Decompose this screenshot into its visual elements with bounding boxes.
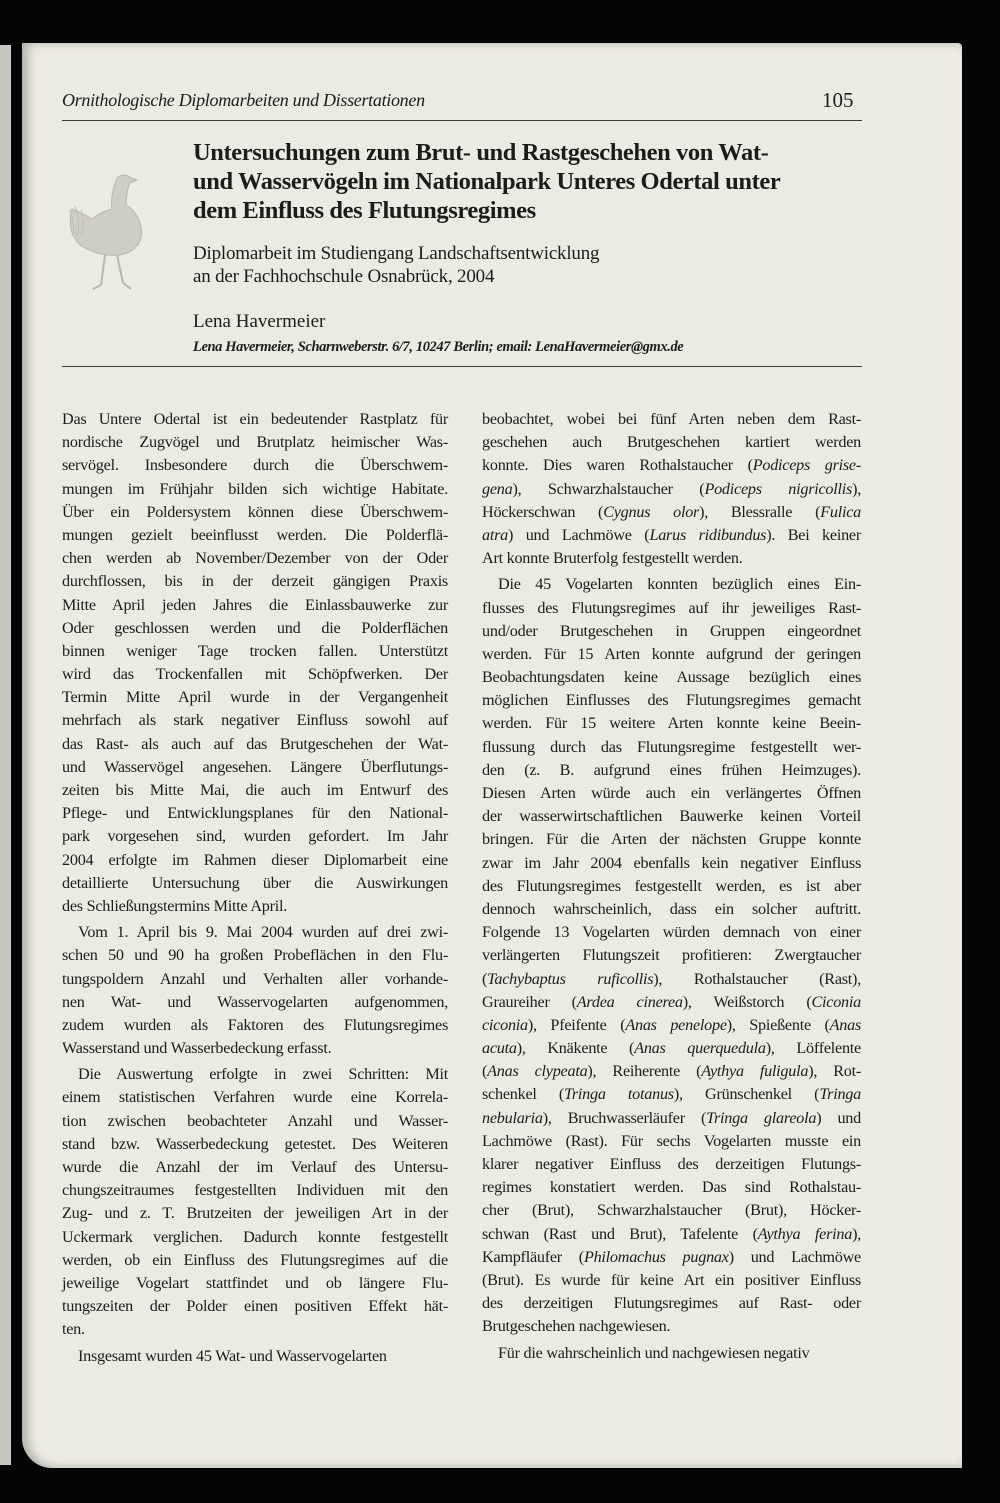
paragraph	[62, 1063, 448, 1341]
text-segment: ) und Lachmöwe	[728, 1247, 861, 1266]
text-line: 2004 erfolgte im Rahmen dieser Diplomarbeit eine	[62, 850, 448, 869]
text-line: zudem wurden als Faktoren des Flutungsregimes	[62, 1015, 448, 1034]
article-title	[193, 138, 853, 225]
title-block-rule	[62, 366, 862, 367]
text-line: mehrfach als stark negativer Einfluss sowohl auf	[62, 711, 448, 730]
text-line: Lachmöwe (Rast). Für sechs Vogelarten musste ein	[482, 1131, 861, 1150]
species-name: Tringa totanus	[564, 1085, 674, 1104]
text-line: Art konnte Bruterfolg festgestellt werden.	[482, 549, 743, 568]
text-segment: ), Rot-	[808, 1062, 861, 1081]
text-segment: ) und Lachmöwe (	[508, 525, 650, 544]
running-title: Ornithologische Diplomarbeiten und Dissertationen	[62, 90, 425, 110]
text-line: Oder geschlossen werden und die Polderflächen	[62, 618, 448, 637]
text-line	[482, 1014, 861, 1037]
text-line: detaillierte Untersuchung über die Auswirkungen	[62, 873, 448, 892]
text-line: werden, ob ein Einfluss des Flutungsregimes auf die	[62, 1250, 448, 1269]
page-number: 105	[822, 88, 854, 112]
text-line: klarer negativer Einfluss des derzeitigen Flutungs-	[482, 1155, 861, 1173]
species-name: gena	[482, 479, 513, 498]
text-segment: Graureiher (	[482, 992, 577, 1011]
text-line	[482, 1107, 861, 1130]
text-line: Zug- und z. T. Brutzeiten der jeweiligen Art in der	[62, 1204, 448, 1223]
text-line: verlängerten Flutungszeit profitieren: Zwergtaucher	[482, 946, 861, 965]
text-line	[482, 524, 861, 547]
text-line: nen Wat- und Wasservogelarten aufgenommen,	[62, 992, 448, 1011]
text-line: werden. Für 15 Arten konnte aufgrund der geringen	[482, 644, 861, 663]
paragraph	[482, 408, 861, 570]
text-line: Die Auswertung erfolgte in zwei Schritten: Mit	[78, 1065, 448, 1084]
text-segment: konnte. Dies waren Rothalstaucher (	[482, 456, 753, 475]
text-line	[482, 968, 861, 991]
text-line: tungszeiten der Polder einen positiven Effekt hät-	[62, 1297, 448, 1316]
text-line: Insgesamt wurden 45 Wat- und Wasservogelarten	[78, 1346, 387, 1365]
text-segment: ), Reiherente (	[587, 1062, 702, 1081]
title-line: Untersuchungen zum Brut- und Rastgeschehen von Wat-	[193, 139, 769, 166]
text-line: das Rast- als auch auf das Brutgeschehen der Wat-	[62, 734, 448, 753]
text-segment: Kampfläufer (	[482, 1247, 584, 1266]
text-line: einem statistischen Verfahren wurde eine Korrela-	[62, 1088, 448, 1107]
species-name: Anas querquedula	[634, 1039, 766, 1058]
text-line: und/oder Brutgeschehen in Gruppen eingeordnet	[482, 621, 861, 640]
text-segment: ) und	[816, 1108, 861, 1127]
text-line: flusses des Flutungsregimes auf ihr jeweiliges Rast-	[482, 598, 861, 617]
text-line: jeweilige Vogelart stattfindet und ob längere Flu-	[62, 1273, 448, 1292]
text-line	[482, 1223, 861, 1246]
text-line: möglichen Einflusses des Flutungsregimes gemacht	[482, 691, 861, 710]
text-line: Das Untere Odertal ist ein bedeutender Rastplatz für	[62, 410, 448, 428]
species-name: Aythya ferina	[757, 1224, 853, 1243]
text-segment: ),	[852, 1224, 861, 1243]
text-line: werden. Für 15 weitere Arten konnte keine Beein-	[482, 714, 861, 733]
species-name: Philomachus pugnax	[583, 1247, 729, 1266]
species-name: Fulica	[820, 502, 861, 521]
text-line: chungszeitraumes festgestellten Individuen mit den	[62, 1181, 448, 1200]
text-line	[482, 478, 861, 501]
text-line: cher (Brut), Schwarzhalstaucher (Brut), Höcker-	[482, 1201, 861, 1220]
text-line: mungen gezielt beeinflusst werden. Die Polderflä-	[62, 525, 448, 544]
text-line: zeiten bis Mitte Mai, die auch im Entwurf des	[62, 781, 448, 799]
text-line: wird das Trockenfallen mit Schöpfwerken. Der	[62, 665, 448, 684]
title-line: dem Einfluss des Flutungsregimes	[193, 197, 536, 224]
text-line: Termin Mitte April wurde in der Vergangenheit	[62, 688, 448, 707]
text-segment: ), Löffelente	[765, 1039, 861, 1058]
text-line: servögel. Insbesondere durch die Überschwem-	[62, 456, 448, 475]
article-subtitle	[193, 242, 599, 288]
text-line: der wasserwirtschaftlichen Bauwerke keinen Vorteil	[482, 807, 861, 826]
text-line: mungen im Frühjahr bilden sich wichtige Habitate.	[62, 479, 448, 498]
author-address: Lena Havermeier, Scharnweberstr. 6/7, 10247 Berlin; email: LenaHavermeier@gmx.de	[193, 339, 684, 355]
title-line: und Wasservögeln im Nationalpark Unteres Odertal unter	[193, 168, 781, 195]
text-line: chen werden ab November/Dezember von der Oder	[62, 549, 448, 568]
text-line: regimes konstatiert werden. Das sind Rothalstau-	[482, 1178, 861, 1197]
text-line: des Schließungstermins Mitte April.	[62, 896, 288, 915]
text-line: nordische Zugvögel und Brutplatz heimischer Was-	[62, 433, 448, 452]
species-name: Larus ridibundus	[649, 525, 767, 544]
text-line: stand bzw. Wasserbedeckung getestet. Des Weiteren	[62, 1134, 448, 1153]
text-line: tion zwischen beobachteter Anzahl und Wasser-	[62, 1111, 448, 1130]
paragraph	[62, 921, 448, 1060]
text-line: Mitte April jeden Jahres die Einlassbauwerke zur	[62, 595, 448, 614]
text-segment: (	[482, 1062, 488, 1081]
text-line: Wasserstand und Wasserbedeckung erfasst.	[62, 1039, 332, 1058]
text-segment: schwan (Rast und Brut), Tafelente (	[482, 1224, 758, 1243]
text-segment: ). Bei keiner	[766, 525, 861, 544]
subtitle-line: Diplomarbeit im Studiengang Landschaftsentwicklung	[193, 243, 600, 264]
species-name: acuta	[482, 1039, 517, 1058]
text-segment: ), Bruchwasserläufer (	[542, 1108, 707, 1127]
body-column-left	[62, 408, 448, 1371]
text-line	[482, 1060, 861, 1083]
text-segment: ), Weißstorch (	[682, 992, 812, 1011]
text-line: den (z. B. aufgrund eines frühen Heimzuges).	[482, 760, 861, 779]
species-name: Podiceps nigricollis	[704, 479, 853, 498]
text-segment: (	[482, 969, 488, 988]
text-segment: ), Pfeifente (	[527, 1015, 626, 1034]
text-line: des derzeitigen Flutungsregimes auf Rast- oder	[482, 1294, 861, 1313]
species-name: Tringa	[819, 1085, 861, 1104]
species-name: Podiceps grise-	[752, 456, 861, 475]
text-line: Für die wahrscheinlich und nachgewiesen negativ	[498, 1343, 810, 1362]
text-line: Pflege- und Entwicklungsplanes für den National-	[62, 804, 448, 823]
text-line: (Brut). Es wurde für keine Art ein positiver Einfluss	[482, 1270, 861, 1289]
text-line: ten.	[62, 1320, 85, 1339]
paragraph	[62, 408, 448, 918]
text-line: Beobachtungsdaten keine Aussage bezüglich eines	[482, 668, 861, 687]
subtitle-line: an der Fachhochschule Osnabrück, 2004	[193, 266, 495, 287]
text-segment: ), Spießente (	[726, 1015, 830, 1034]
text-line: beobachtet, wobei bei fünf Arten neben dem Rast-	[482, 410, 861, 428]
text-line: Brutgeschehen nachgewiesen.	[482, 1317, 671, 1336]
text-line	[482, 991, 861, 1014]
text-line: schen 50 und 90 ha großen Probeflächen in den Flu-	[62, 946, 448, 965]
species-name: ciconia	[482, 1015, 528, 1034]
text-line: und Wasservögel angesehen. Längere Überflutungs-	[62, 757, 448, 776]
species-name: Anas	[829, 1015, 861, 1034]
text-line	[482, 501, 861, 524]
species-name: Tringa glareola	[706, 1108, 817, 1127]
text-line: geschehen auch Brutgeschehen kartiert werden	[482, 433, 861, 452]
text-line: des Flutungsregimes festgestellt werden, es ist aber	[482, 876, 861, 895]
species-name: Anas penelope	[625, 1015, 727, 1034]
text-line: Vom 1. April bis 9. Mai 2004 wurden auf drei zwi-	[78, 923, 448, 942]
text-line: wurde die Anzahl der im Verlauf des Untersu-	[62, 1158, 448, 1176]
text-line: durchflossen, bis in der derzeit gängigen Praxis	[62, 572, 448, 591]
text-segment: Höckerschwan (	[482, 502, 604, 521]
bustard-illustration-icon	[55, 160, 155, 295]
text-line: dennoch wahrscheinlich, dass ein solcher auftritt.	[482, 899, 861, 918]
text-line: tungspoldern Anzahl und Verhalten aller vorhande-	[62, 969, 448, 988]
paragraph	[482, 573, 861, 1338]
species-name: Ciconia	[811, 992, 861, 1011]
species-name: nebularia	[482, 1108, 543, 1127]
species-name: Cygnus olor	[603, 502, 700, 521]
text-segment: ), Knäkente (	[516, 1039, 635, 1058]
species-name: Tachybaptus ruficollis	[487, 969, 654, 988]
species-name: Anas clypeata	[487, 1062, 588, 1081]
text-segment: ), Schwarzhalstaucher (	[512, 479, 705, 498]
text-segment: ),	[852, 479, 862, 498]
species-name: Ardea cinerea	[576, 992, 683, 1011]
paragraph	[482, 1342, 861, 1365]
text-line: Folgende 13 Vogelarten würden demnach von einer	[482, 923, 861, 942]
text-segment: ), Grünschenkel (	[673, 1085, 820, 1104]
text-line: flussung durch das Flutungsregime festgestellt wer-	[482, 737, 861, 756]
text-line: zwar im Jahr 2004 ebenfalls kein negativer Einfluss	[482, 853, 861, 872]
author-name: Lena Havermeier	[193, 311, 326, 332]
text-segment: ), Blessralle (	[699, 502, 821, 521]
facing-page-edge	[0, 45, 11, 1465]
text-segment: ), Rothalstaucher (Rast),	[653, 969, 861, 988]
text-line	[482, 454, 861, 477]
header-rule	[62, 120, 862, 121]
text-line: Die 45 Vogelarten konnten bezüglich eines Ein-	[498, 575, 861, 594]
text-line	[482, 1246, 861, 1269]
paragraph	[62, 1345, 448, 1368]
text-line	[482, 1083, 861, 1106]
text-line: Uckermark verglichen. Dadurch konnte festgestellt	[62, 1227, 448, 1246]
text-line: bringen. Für die Arten der nächsten Gruppe konnte	[482, 830, 861, 849]
text-line: Diesen Arten würde auch ein verlängertes Öffnen	[482, 784, 861, 802]
text-line	[482, 1037, 861, 1060]
text-line: park vorgesehen sind, wurden gefordert. Im Jahr	[62, 827, 448, 846]
species-name: atra	[482, 525, 508, 544]
species-name: Aythya fuligula	[701, 1062, 809, 1081]
text-segment: schenkel (	[482, 1085, 565, 1104]
body-column-right	[482, 408, 861, 1368]
text-line: Über ein Poldersystem können diese Überschwem-	[62, 502, 448, 521]
text-line: binnen weniger Tage trocken fallen. Unterstützt	[62, 641, 448, 660]
